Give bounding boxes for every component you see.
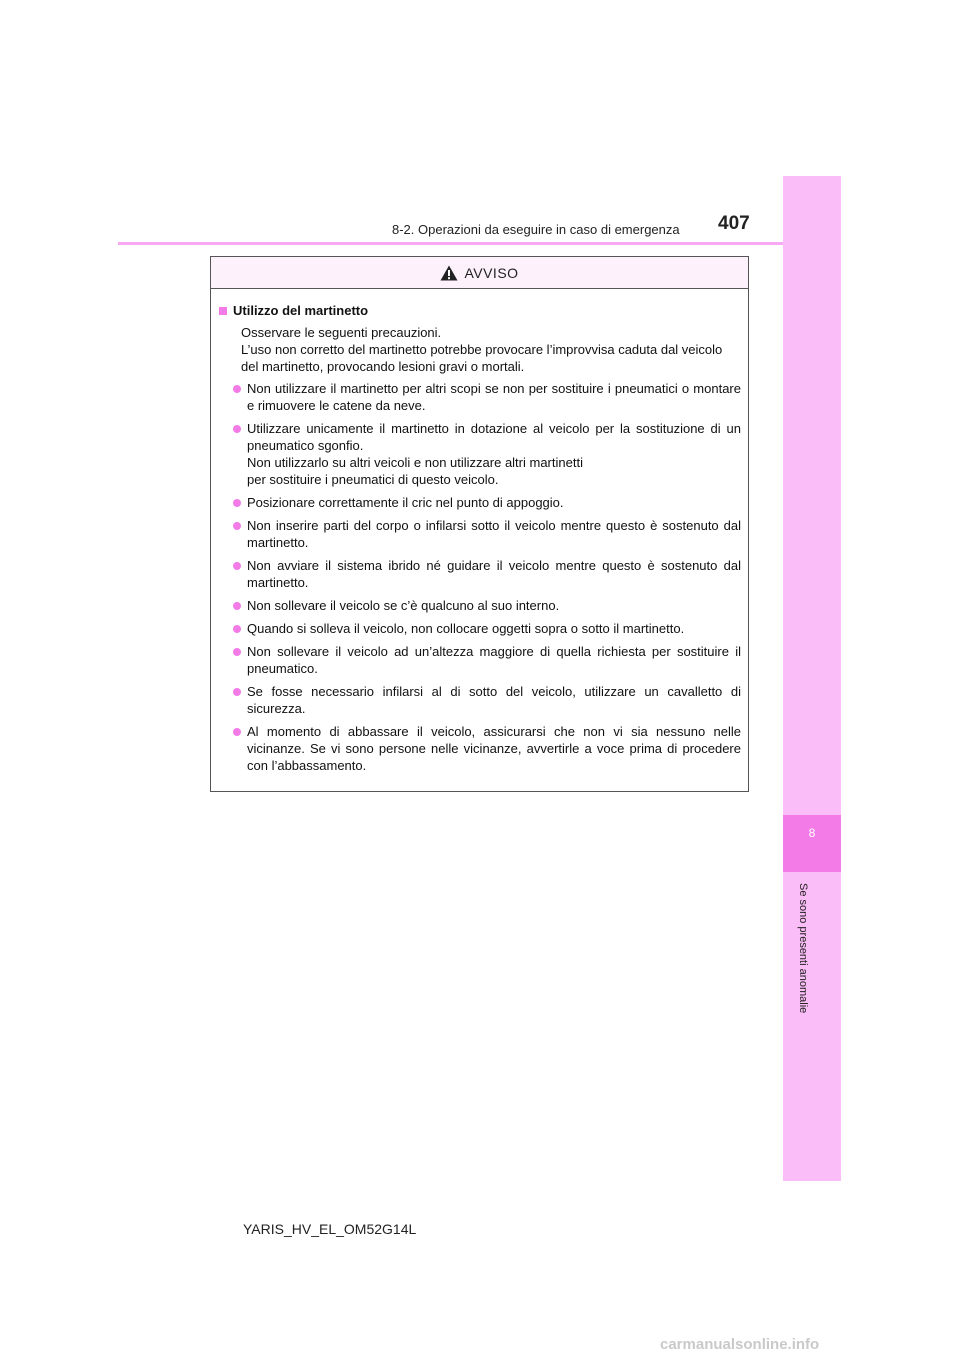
warning-topic — [219, 302, 741, 319]
round-bullet-icon — [233, 648, 241, 656]
warning-box — [210, 256, 749, 792]
site-watermark: carmanualsonline.info — [660, 1336, 820, 1353]
section-title: 8-2. Operazioni da eseguire in caso di emergenza — [392, 222, 680, 237]
warning-topic-text: Utilizzo del martinetto — [233, 303, 369, 318]
round-bullet-icon — [233, 602, 241, 610]
precaution-text — [247, 380, 741, 414]
precaution-item — [233, 420, 741, 488]
round-bullet-icon — [233, 562, 241, 570]
precaution-line: per sostituire i pneumatici di questo veicolo. — [247, 472, 499, 487]
precaution-line: Posizionare correttamente il cric nel punto di appoggio. — [247, 495, 564, 510]
intro-line: L’uso non corretto del martinetto potrebbe provocare l’improvvisa caduta dal veicolo del martinetto, provocando lesioni gravi o mortali. — [241, 342, 723, 374]
precaution-item — [233, 557, 741, 591]
round-bullet-icon — [233, 425, 241, 433]
document-code: YARIS_HV_EL_OM52G14L — [243, 1221, 417, 1237]
precaution-text — [247, 683, 741, 717]
round-bullet-icon — [233, 688, 241, 696]
precaution-text — [247, 557, 741, 591]
chapter-tab-highlight[interactable] — [783, 815, 841, 872]
chapter-title: Se sono presenti anomalie — [797, 883, 809, 1014]
round-bullet-icon — [233, 625, 241, 633]
precaution-text — [247, 597, 741, 614]
warning-body — [211, 289, 748, 774]
precaution-item — [233, 723, 741, 774]
precaution-text — [247, 643, 741, 677]
precaution-line: Non sollevare il veicolo se c’è qualcuno al suo interno. — [247, 598, 560, 613]
header-divider — [118, 242, 841, 245]
precaution-item — [233, 683, 741, 717]
precaution-line: Non inserire parti del corpo o infilarsi sotto il veicolo mentre questo è sostenuto dal martinetto. — [247, 518, 741, 550]
precaution-line: Non sollevare il veicolo ad un’altezza maggiore di quella richiesta per sostituire il pneumatico. — [247, 644, 741, 676]
precaution-item — [233, 494, 741, 511]
precaution-text — [247, 723, 741, 774]
chapter-number: 8 — [808, 826, 816, 840]
precaution-item — [233, 380, 741, 414]
warning-intro — [241, 324, 741, 375]
precaution-line: Se fosse necessario infilarsi al di sotto del veicolo, utilizzare un cavalletto di sicurezza. — [247, 684, 741, 716]
warning-title: AVVISO — [464, 264, 519, 281]
warning-header — [211, 257, 748, 289]
precaution-item — [233, 597, 741, 614]
precaution-item — [233, 620, 741, 637]
precaution-line: Non avviare il sistema ibrido né guidare il veicolo mentre questo è sostenuto dal martinetto. — [247, 558, 741, 590]
precaution-text — [247, 620, 741, 637]
precaution-line: Non utilizzarlo su altri veicoli e non utilizzare altri martinetti — [247, 455, 583, 470]
round-bullet-icon — [233, 499, 241, 507]
intro-line: Osservare le seguenti precauzioni. — [241, 325, 442, 340]
precaution-text — [247, 494, 741, 511]
precaution-line: Utilizzare unicamente il martinetto in dotazione al veicolo per la sostituzione di un pneumatico sgonfio. — [247, 421, 741, 453]
round-bullet-icon — [233, 385, 241, 393]
precaution-item — [233, 517, 741, 551]
page-number: 407 — [718, 213, 750, 234]
precaution-line: Al momento di abbassare il veicolo, assicurarsi che non vi sia nessuno nelle vicinanze. Se vi sono persone nelle vicinanze, avvertirle a voce prima di procedere con l’abbassamento. — [247, 724, 741, 773]
precaution-list — [219, 380, 741, 774]
precaution-line: Quando si solleva il veicolo, non collocare oggetti sopra o sotto il martinetto. — [247, 621, 685, 636]
precaution-text — [247, 420, 741, 488]
precaution-text — [247, 517, 741, 551]
round-bullet-icon — [233, 728, 241, 736]
square-bullet-icon — [219, 307, 227, 315]
warning-triangle-icon — [440, 265, 458, 281]
round-bullet-icon — [233, 522, 241, 530]
precaution-item — [233, 643, 741, 677]
precaution-line: Non utilizzare il martinetto per altri scopi se non per sostituire i pneumatici o montare e rimuovere le catene da neve. — [247, 381, 741, 413]
